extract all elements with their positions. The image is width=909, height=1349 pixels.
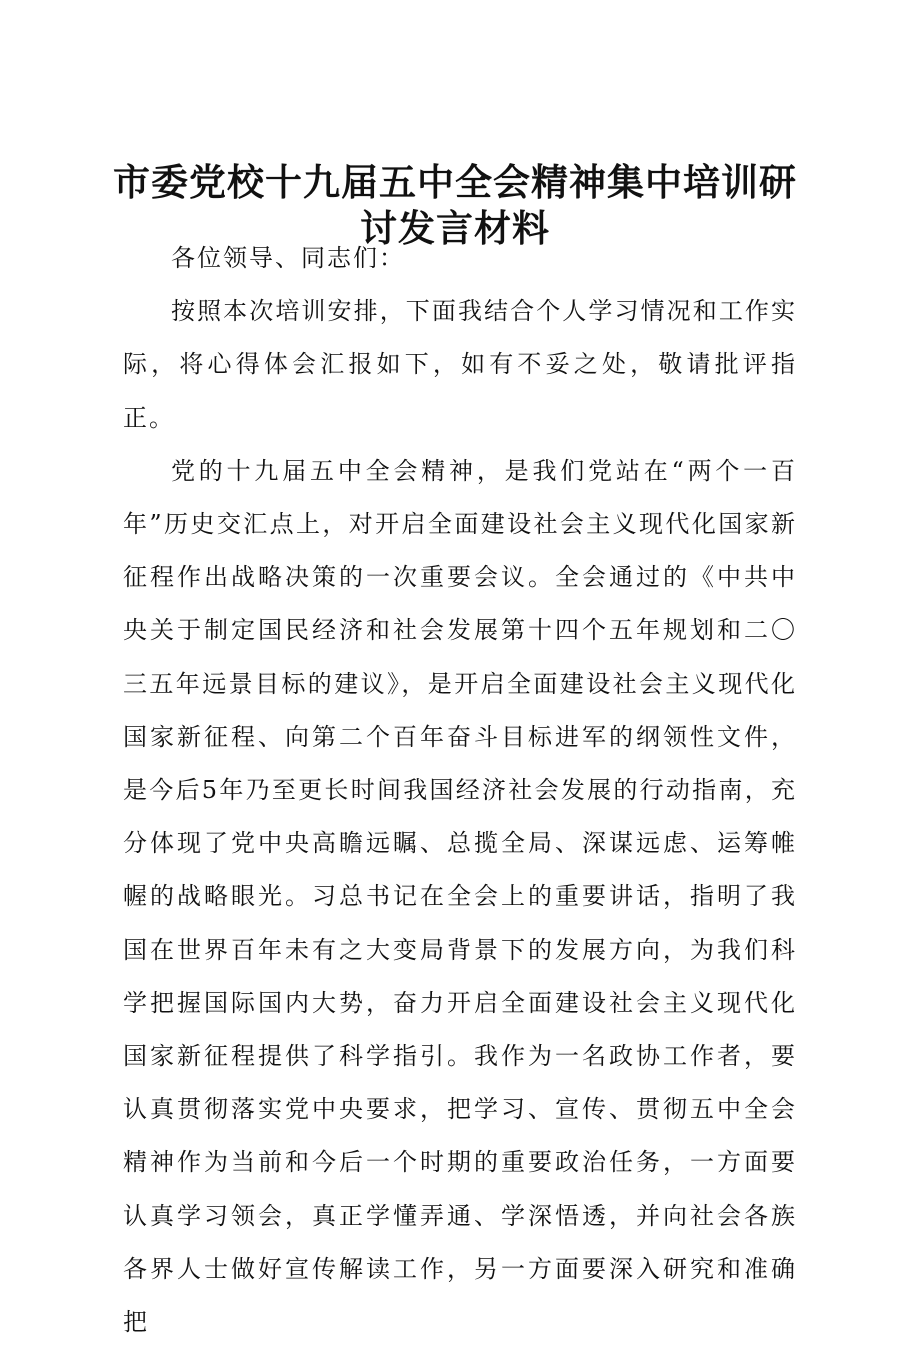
- document-body: [123, 232, 797, 1349]
- body-paragraph: 党的十九届五中全会精神，是我们党站在“两个一百年”历史交汇点上，对开启全面建设社会主义现代化国家新征程作出战略决策的一次重要会议。全会通过的《中共中央关于制定国民经济和社会发展第十四个五年规划和二〇三五年远景目标的建议》，是开启全面建设社会主义现代化国家新征程、向第二个百年奋斗目标进军的纲领性文件，是今后5年乃至更长时间我国经济社会发展的行动指南，充分体现了党中央高瞻远瞩、总揽全局、深谋远虑、运筹帷幄的战略眼光。习总书记在全会上的重要讲话，指明了我国在世界百年未有之大变局背景下的发展方向，为我们科学把握国际国内大势，奋力开启全面建设社会主义现代化国家新征程提供了科学指引。我作为一名政协工作者，要认真贯彻落实党中央要求，把学习、宣传、贯彻五中全会精神作为当前和今后一个时期的重要政治任务，一方面要认真学习领会，真正学懂弄通、学深悟透，并向社会各族各界人士做好宣传解读工作，另一方面要深入研究和准确把: [123, 456, 797, 1337]
- salutation-paragraph: 各位领导、同志们：: [171, 244, 405, 272]
- document-title: 市委党校十九届五中全会精神集中培训研讨发言材料: [113, 161, 797, 250]
- intro-paragraph: 按照本次培训安排，下面我结合个人学习情况和工作实际，将心得体会汇报如下，如有不妥之处，敬请批评指正。: [123, 297, 797, 432]
